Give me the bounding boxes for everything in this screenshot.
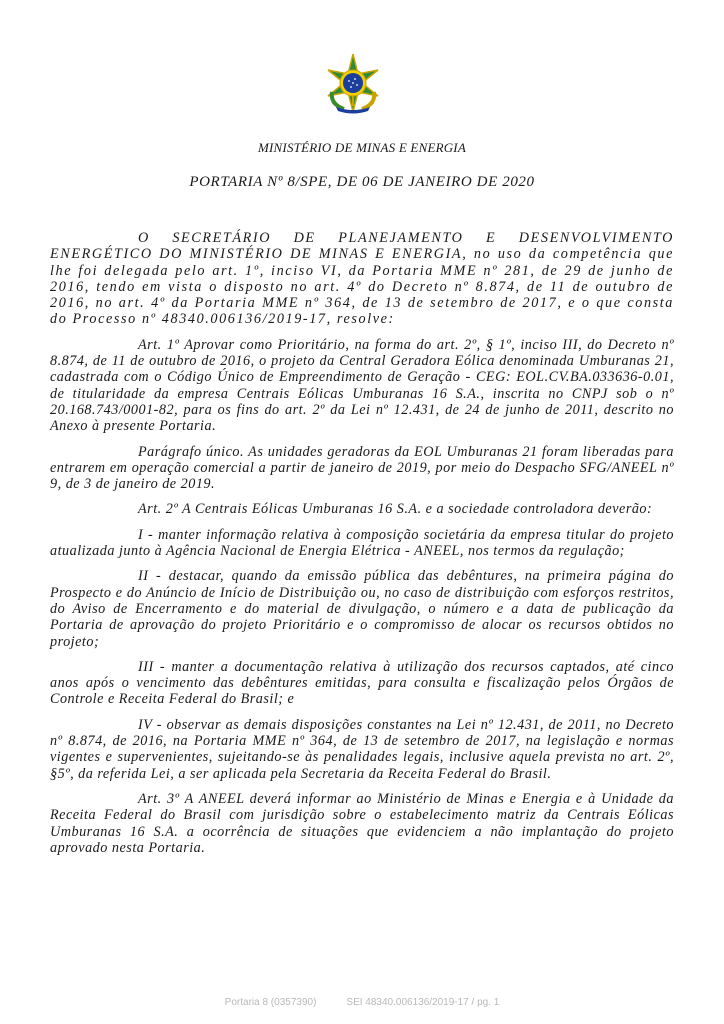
- sole-paragraph: Parágrafo único. As unidades geradoras da EOL Umburanas 21 foram liberadas para entrarem em operação comercial a partir de janeiro de 2019, por meio do Despacho SFG/ANEEL nº 9, de 3 de janeiro de 2019.: [50, 443, 674, 493]
- inciso-iii-paragraph: III - manter a documentação relativa à utilização dos recursos captados, até cinco anos após o vencimento das debêntures emitidas, para consulta e fiscalização pelos Órgãos de Controle e Receita Federal do Brasil; e: [50, 658, 674, 708]
- article-3-paragraph: Art. 3º A ANEEL deverá informar ao Ministério de Minas e Energia e à Unidade da Receita Federal do Brasil com jurisdição sobre o estabelecimento matriz da Centrais Eólicas Umburanas 16 S.A. a ocorrência de situações que evidenciem a não implantação do projeto aprovado nesta Portaria.: [50, 790, 674, 856]
- inciso-ii-paragraph: II - destacar, quando da emissão pública das debêntures, na primeira página do Prospecto e do Anúncio de Início de Distribuição ou, no caso de distribuição com esforços restritos, do Aviso de Encerramento e do material de divulgação, o número e a data de publicação da Portaria de aprovação do projeto Prioritário e o compromisso de alocar os recursos obtidos no projeto;: [50, 568, 674, 650]
- ministry-name: MINISTÉRIO DE MINAS E ENERGIA: [258, 140, 466, 155]
- inciso-i-paragraph: I - manter informação relativa à composição societária da empresa titular do projeto atualizada junto à Agência Nacional de Energia Elétrica - ANEEL, nos termos da regulação;: [50, 526, 674, 560]
- footer-sei-ref: SEI 48340.006136/2019-17 / pg. 1: [346, 997, 500, 1008]
- portaria-title: PORTARIA Nº 8/SPE, DE 06 DE JANEIRO DE 2020: [189, 174, 535, 190]
- article-2-paragraph: Art. 2º A Centrais Eólicas Umburanas 16 S.A. e a sociedade controladora deverão:: [138, 501, 653, 518]
- inciso-iv-paragraph: IV - observar as demais disposições constantes na Lei nº 12.431, de 2011, no Decreto nº 8.874, de 2016, na Portaria MME nº 364, de 13 de setembro de 2017, na legislação e normas vigentes e supervenientes, sujeitando-se às penalidades legais, inclusive aquela prevista no art. 2º, §5º, da referida Lei, a ser aplicada pela Secretaria da Receita Federal do Brasil.: [50, 716, 674, 782]
- brazil-coat-of-arms-icon: [322, 52, 384, 114]
- document-body: [50, 230, 674, 865]
- article-1-paragraph: Art. 1º Aprovar como Prioritário, na forma do art. 2º, § 1º, inciso III, do Decreto nº 8.874, de 11 de outubro de 2016, o projeto da Central Geradora Eólica denominada Umburanas 21, cadastrada com o Código Único de Empreendimento de Geração - CEG: EOL.CV.BA.033636-0.01, de titularidade da empresa Centrais Eólicas Umburanas 16 S.A., inscrita no CNPJ sob o nº 20.168.743/0001-82, para os fins do art. 2º da Lei nº 12.431, de 24 de junho de 2011, descrito no Anexo à presente Portaria.: [50, 336, 674, 435]
- page-footer: [0, 997, 724, 1008]
- preamble-paragraph: O SECRETÁRIO DE PLANEJAMENTO E DESENVOLVIMENTO ENERGÉTICO DO MINISTÉRIO DE MINAS E ENERGIA, no uso da competência que lhe foi delegada pelo art. 1º, inciso VI, da Portaria MME nº 281, de 29 de junho de 2016, tendo em vista o disposto no art. 4º do Decreto nº 8.874, de 11 de outubro de 2016, no art. 4º da Portaria MME nº 364, de 13 de setembro de 2017, e o que consta do Processo nº 48340.006136/2019-17, resolve:: [50, 230, 674, 328]
- footer-doc-ref: Portaria 8 (0357390): [224, 997, 317, 1008]
